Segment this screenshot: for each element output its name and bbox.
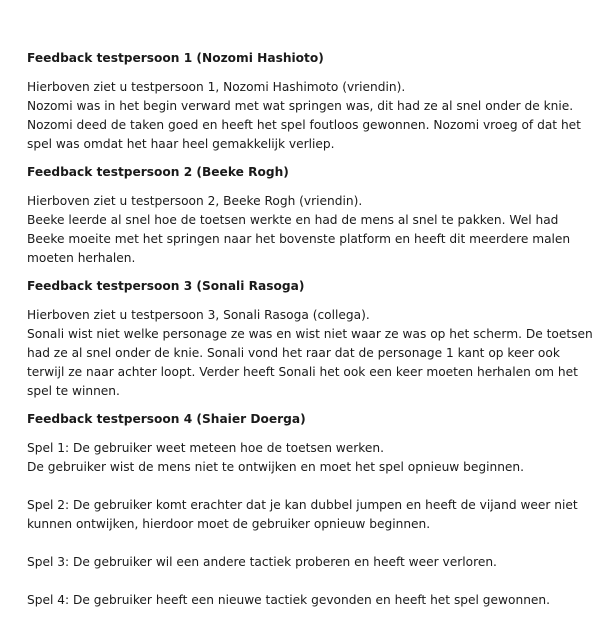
spel-entry-4 xyxy=(27,591,587,610)
text-line: spel te winnen. xyxy=(27,384,120,398)
text-line: moeten herhalen. xyxy=(27,251,136,265)
text-line: spel was omdat het haar heel gemakkelijk verliep. xyxy=(27,137,335,151)
text-line: Hierboven ziet u testpersoon 3, Sonali Rasoga (collega). xyxy=(27,308,370,322)
section-paragraph-3 xyxy=(27,306,593,401)
spel-entry-1 xyxy=(27,439,587,477)
document-page xyxy=(27,49,593,610)
text-line: terwijl ze naar achter loopt. Verder heeft Sonali het ook een keer moeten herhalen om het xyxy=(27,365,578,379)
section-heading-1: Feedback testpersoon 1 (Nozomi Hashioto) xyxy=(27,51,324,65)
section-heading-3: Feedback testpersoon 3 (Sonali Rasoga) xyxy=(27,279,305,293)
text-line: Spel 1: De gebruiker weet meteen hoe de toetsen werken. xyxy=(27,441,384,455)
text-line: Hierboven ziet u testpersoon 2, Beeke Rogh (vriendin). xyxy=(27,194,363,208)
text-line: Hierboven ziet u testpersoon 1, Nozomi Hashimoto (vriendin). xyxy=(27,80,406,94)
text-line: De gebruiker wist de mens niet te ontwijken en moet het spel opnieuw beginnen. xyxy=(27,460,525,474)
section-heading-2: Feedback testpersoon 2 (Beeke Rogh) xyxy=(27,165,289,179)
text-line: Spel 4: De gebruiker heeft een nieuwe tactiek gevonden en heeft het spel gewonnen. xyxy=(27,593,551,607)
text-line: had ze al snel onder de knie. Sonali vond het raar dat de personage 1 kant op keer ook xyxy=(27,346,560,360)
text-line: kunnen ontwijken, hierdoor moet de gebruiker opnieuw beginnen. xyxy=(27,517,431,531)
spel-entry-2 xyxy=(27,496,587,534)
text-line: Nozomi deed de taken goed en heeft het spel foutloos gewonnen. Nozomi vroeg of dat het xyxy=(27,118,581,132)
text-line: Beeke moeite met het springen naar het bovenste platform en heeft dit meerdere malen xyxy=(27,232,571,246)
spel-entry-3 xyxy=(27,553,587,572)
text-line: Spel 3: De gebruiker wil een andere tactiek proberen en heeft weer verloren. xyxy=(27,555,497,569)
text-line: Sonali wist niet welke personage ze was en wist niet waar ze was op het scherm. De toetsen xyxy=(27,327,593,341)
text-line: Spel 2: De gebruiker komt erachter dat je kan dubbel jumpen en heeft de vijand weer niet xyxy=(27,498,578,512)
section-paragraph-1 xyxy=(27,78,587,154)
section-heading-4: Feedback testpersoon 4 (Shaier Doerga) xyxy=(27,412,306,426)
section-paragraph-2 xyxy=(27,192,587,268)
text-line: Nozomi was in het begin verward met wat springen was, dit had ze al snel onder de knie. xyxy=(27,99,574,113)
text-line: Beeke leerde al snel hoe de toetsen werkte en had de mens al snel te pakken. Wel had xyxy=(27,213,559,227)
